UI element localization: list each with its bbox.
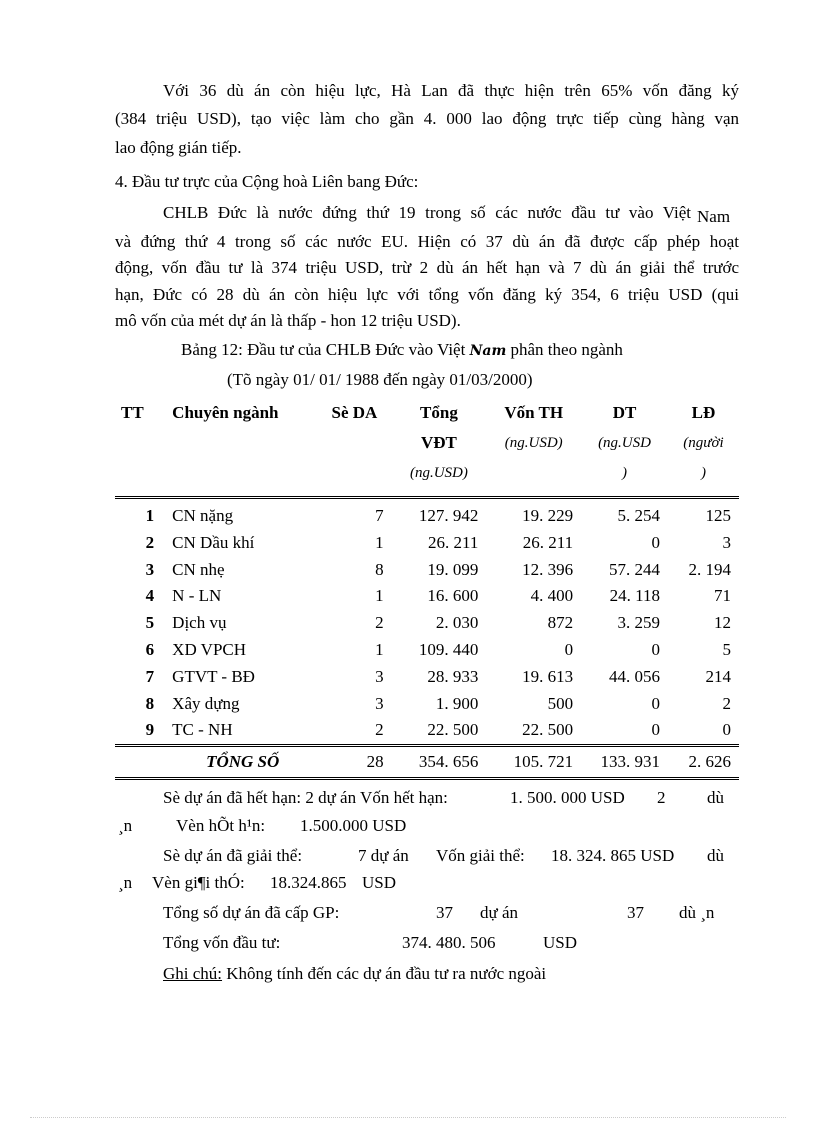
row-rev: 5. 254 — [617, 506, 660, 525]
table-row — [115, 717, 739, 745]
row-count: 2 — [375, 613, 384, 633]
row-labor: 125 — [705, 506, 731, 525]
row-labor: 3 — [722, 532, 731, 552]
note-capital-label: Tổng vốn đầu tư: — [163, 933, 281, 952]
row-tt: 2 — [145, 532, 155, 552]
table-row — [115, 498, 739, 530]
row-sector: CN Dầu khí — [172, 532, 255, 552]
total-label: TỔNG SỐ — [168, 746, 317, 779]
investment-table — [115, 398, 739, 780]
row-count: 1 — [375, 586, 384, 606]
para2-line4: hạn, Đức có 28 dù án còn hiệu lực với tổng vốn đăng ký 354, 6 triệu USD (qui — [115, 285, 739, 304]
row-tt: 9 — [145, 720, 155, 740]
row-impl: 4. 400 — [530, 586, 574, 606]
row-count: 1 — [375, 532, 384, 552]
row-rev: 24. 118 — [609, 586, 660, 606]
row-count: 2 — [375, 720, 384, 740]
row-sector: XD VPCH — [172, 639, 247, 659]
table-row — [115, 637, 739, 664]
row-tt: 7 — [145, 666, 155, 686]
row-impl: 26. 211 — [522, 532, 574, 552]
para2-line2: và đứng thứ 4 trong số các nước EU. Hiện có 37 dù án đã được cấp phép hoạt — [115, 232, 739, 251]
para2-line1: CHLB Đức là nước đứng thứ 19 trong số các nước đầu tư vào Việt — [163, 203, 691, 222]
header-count: Sè DA — [331, 403, 378, 422]
note-dissolved-label: Sè dự án đã giải thể: — [163, 846, 303, 865]
header-sector: Chuyên ngành — [172, 403, 279, 422]
header-total: Tổng VĐT (ng.USD) — [409, 403, 468, 481]
row-labor: 12 — [714, 613, 731, 633]
row-labor: 214 — [705, 666, 731, 686]
row-impl: 19. 229 — [522, 506, 574, 525]
row-impl: 0 — [564, 639, 574, 659]
row-impl: 22. 500 — [522, 720, 574, 740]
header-labor: LĐ (người ) — [683, 403, 724, 481]
row-total: 22. 500 — [427, 720, 479, 740]
row-tt: 4 — [145, 586, 155, 606]
row-sector: TC - NH — [172, 720, 233, 740]
row-total: 1. 900 — [435, 693, 479, 713]
total-row: TỔNG SỐ 28 354. 656 105. 721 133. 931 2. 626 — [115, 746, 739, 779]
row-rev: 57. 244 — [608, 559, 660, 579]
section-heading: 4. Đầu tư trực của Cộng hoà Liên bang Đức: — [115, 172, 419, 191]
row-count: 7 — [375, 506, 384, 525]
table-row — [115, 583, 739, 610]
row-total: 16. 600 — [427, 586, 479, 606]
row-labor: 5 — [722, 639, 731, 659]
header-impl: Vốn TH (ng.USD) — [504, 403, 564, 451]
note-expired-label: Sè dự án đã hết hạn: 2 dự án Vốn hết hạn: — [163, 788, 448, 807]
row-sector: CN nặng — [172, 506, 234, 525]
row-total: 127. 942 — [418, 506, 479, 525]
row-labor: 2 — [722, 693, 731, 713]
table-row — [115, 610, 739, 637]
row-sector: Xây dựng — [172, 693, 240, 713]
row-count: 1 — [375, 639, 384, 659]
row-total: 2. 030 — [435, 613, 479, 633]
header-tt: TT — [121, 403, 144, 422]
note-expired-value: 1. 500. 000 USD — [510, 788, 625, 807]
table-caption-dates: (Tõ ngày 01/ 01/ 1988 đến ngày 01/03/2000) — [227, 370, 533, 389]
table-header — [115, 398, 739, 498]
caption-nam: Nam — [469, 343, 507, 359]
row-rev: 0 — [651, 720, 660, 740]
table-caption: Bảng 12: Đầu tư của CHLB Đức vào Việt Nam phân theo ngành — [181, 340, 623, 359]
row-sector: Dịch vụ — [172, 613, 227, 633]
header-rev: DT (ng.USD ) — [598, 403, 651, 481]
row-total: 109. 440 — [418, 639, 479, 659]
row-rev: 3. 259 — [617, 613, 660, 633]
para2-line1-end: Nam — [697, 207, 731, 226]
table-row — [115, 664, 739, 691]
row-impl: 19. 613 — [522, 666, 574, 686]
row-labor: 0 — [722, 720, 731, 740]
row-total: 28. 933 — [427, 666, 479, 686]
row-tt: 1 — [145, 506, 155, 525]
row-sector: N - LN — [172, 586, 222, 606]
row-labor: 2. 194 — [688, 559, 731, 579]
para2-line5: mô vốn của mét dự án là thấp - hon 12 triệu USD). — [115, 311, 461, 330]
row-count: 3 — [375, 666, 384, 686]
table-row — [115, 530, 739, 557]
table-row — [115, 691, 739, 718]
row-rev: 44. 056 — [608, 666, 660, 686]
para1-line2: (384 triệu USD), tạo việc làm cho gần 4. 000 lao động trực tiếp cùng hàng vạn — [115, 109, 739, 128]
row-tt: 5 — [145, 613, 155, 633]
note-remark: Ghi chú: Không tính đến các dự án đầu tư ra nước ngoài — [163, 964, 547, 983]
row-count: 8 — [375, 559, 384, 579]
row-impl: 12. 396 — [522, 559, 574, 579]
table-row — [115, 557, 739, 584]
row-rev: 0 — [651, 639, 660, 659]
row-rev: 0 — [651, 532, 660, 552]
row-rev: 0 — [651, 693, 660, 713]
row-total: 19. 099 — [427, 559, 479, 579]
row-tt: 6 — [145, 639, 155, 659]
row-total: 26. 211 — [427, 532, 479, 552]
row-impl: 872 — [547, 613, 574, 633]
page-border — [30, 1117, 786, 1118]
note-dissolved-value: 18. 324. 865 USD — [551, 846, 675, 865]
row-impl: 500 — [547, 693, 574, 713]
note-capital-value: 374. 480. 506 — [402, 933, 496, 952]
row-sector: GTVT - BĐ — [172, 666, 255, 686]
row-tt: 3 — [145, 559, 155, 579]
row-sector: CN nhẹ — [172, 559, 225, 579]
para1-line3: lao động gián tiếp. — [115, 138, 242, 157]
note-licensed-label: Tổng số dự án đã cấp GP: — [163, 903, 340, 922]
para2-line3: động, vốn đầu tư là 374 triệu USD, trừ 2 dù án hết hạn và 7 dù án giải thể trước — [115, 258, 739, 277]
row-count: 3 — [375, 693, 384, 713]
para1-line1: Với 36 dù án còn hiệu lực, Hà Lan đã thực hiện trên 65% vốn đăng ký — [163, 81, 739, 100]
row-labor: 71 — [714, 586, 731, 606]
row-tt: 8 — [145, 693, 155, 713]
